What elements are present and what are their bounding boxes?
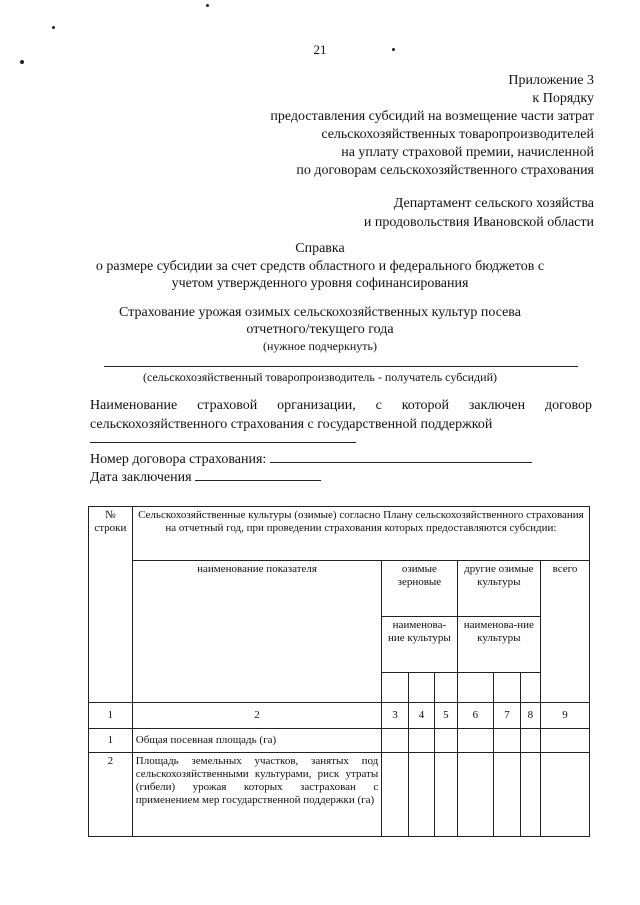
annex-line: по договорам сельскохозяйственного страхования <box>296 163 594 178</box>
subsidy-table <box>88 506 590 837</box>
column-number: 1 <box>89 703 133 729</box>
column-number: 2 <box>132 703 381 729</box>
annex-line: на уплату страховой премии, начисленной <box>341 145 594 160</box>
page-number: 21 <box>313 42 327 57</box>
contract-number-label: Номер договора страхования: <box>90 452 267 467</box>
column-number: 5 <box>435 703 457 729</box>
row-number: 2 <box>89 753 133 837</box>
value-cell[interactable] <box>435 753 457 837</box>
crop-name-cell[interactable] <box>435 673 457 703</box>
producer-fill-line <box>104 366 578 367</box>
document-subtitle: о размере субсидии за счет средств областного и федерального бюджетов с <box>95 259 545 274</box>
scan-speck <box>52 26 55 29</box>
contract-number-field[interactable] <box>270 448 532 463</box>
crop-name-cell[interactable] <box>382 673 408 703</box>
document-title: Справка <box>295 241 345 256</box>
value-cell[interactable] <box>494 753 520 837</box>
value-cell[interactable] <box>408 753 434 837</box>
annex-block <box>270 72 594 180</box>
contract-date-row <box>90 466 321 487</box>
header-other: другие озимые культуры <box>457 561 540 617</box>
row-label: Общая посевная площадь (га) <box>132 729 381 753</box>
insurance-heading: отчетного/текущего года <box>246 322 394 337</box>
column-number: 9 <box>541 703 590 729</box>
annex-line: предоставления субсидий на возмещение части затрат <box>270 109 594 124</box>
column-number: 7 <box>494 703 520 729</box>
column-number: 6 <box>457 703 494 729</box>
column-number: 8 <box>520 703 540 729</box>
header-main: Сельскохозяйственные культуры (озимые) согласно Плану сельскохозяйственного страхования на отчетный год, при проведении страхования которых предоставляются субсидии: <box>132 507 589 561</box>
document-subtitle: учетом утвержденного уровня софинансирования <box>171 276 469 291</box>
insurance-heading: Страхование урожая озимых сельскохозяйственных культур посева <box>119 305 521 320</box>
value-cell[interactable] <box>520 729 540 753</box>
recipient-block <box>364 194 594 232</box>
recipient-line: и продовольствия Ивановской области <box>363 215 594 230</box>
insurer-paragraph: Наименование страховой организации, с которой заключен договор сельскохозяйственного страхования с государственной поддержкой <box>90 398 592 432</box>
insurer-fill-line <box>90 442 356 443</box>
table-row <box>89 753 590 837</box>
value-cell[interactable] <box>541 753 590 837</box>
value-cell[interactable] <box>435 729 457 753</box>
value-cell[interactable] <box>541 729 590 753</box>
crop-name-cell[interactable] <box>457 673 494 703</box>
value-cell[interactable] <box>382 753 408 837</box>
value-cell[interactable] <box>520 753 540 837</box>
annex-line: сельскохозяйственных товаропроизводителей <box>321 127 594 142</box>
row-label: Площадь земельных участков, занятых под сельскохозяйственными культурами, риск утраты (гибели) урожая которых застрахован с применением мер государственной поддержки (га) <box>132 753 381 837</box>
row-number: 1 <box>89 729 133 753</box>
annex-line: к Порядку <box>532 91 594 106</box>
annex-line: Приложение 3 <box>508 73 594 88</box>
recipient-line: Департамент сельского хозяйства <box>393 196 594 211</box>
column-number: 3 <box>382 703 408 729</box>
header-grain: озимые зерновые <box>382 561 457 617</box>
value-cell[interactable] <box>408 729 434 753</box>
table-row <box>89 729 590 753</box>
contract-date-label: Дата заключения <box>90 470 192 485</box>
producer-caption: (сельскохозяйственный товаропроизводитель - получатель субсидий) <box>143 370 497 384</box>
value-cell[interactable] <box>457 753 494 837</box>
underline-note: (нужное подчеркнуть) <box>263 339 377 353</box>
value-cell[interactable] <box>382 729 408 753</box>
crop-name-cell[interactable] <box>494 673 520 703</box>
contract-date-field[interactable] <box>195 466 321 481</box>
crop-name-cell[interactable] <box>408 673 434 703</box>
header-row-number: № строки <box>89 507 133 703</box>
header-indicator: наименование показателя <box>132 561 381 703</box>
scan-speck <box>206 4 209 7</box>
column-number: 4 <box>408 703 434 729</box>
header-total: всего <box>541 561 590 703</box>
value-cell[interactable] <box>494 729 520 753</box>
header-crop-name-other: наименова-ние культуры <box>457 617 540 673</box>
header-crop-name-grain: наименова-ние культуры <box>382 617 457 673</box>
crop-name-cell[interactable] <box>520 673 540 703</box>
scan-speck <box>20 60 24 64</box>
value-cell[interactable] <box>457 729 494 753</box>
